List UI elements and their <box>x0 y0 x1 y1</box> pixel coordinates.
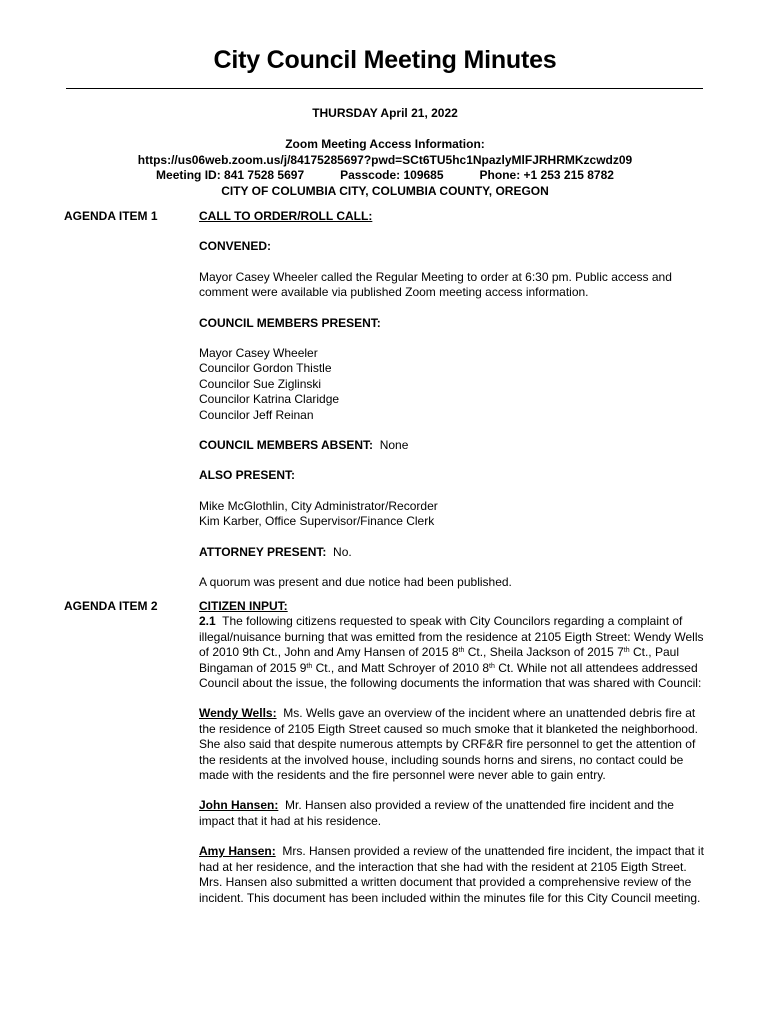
meeting-id: Meeting ID: 841 7528 5697 <box>156 168 305 182</box>
document-title: City Council Meeting Minutes <box>213 46 557 74</box>
member-name: Councilor Katrina Claridge <box>199 392 340 407</box>
quorum-text: A quorum was present and due notice had been published. <box>199 575 512 590</box>
member-name: Councilor Gordon Thistle <box>199 361 332 376</box>
attorney-heading: ATTORNEY PRESENT: <box>199 544 327 559</box>
testimony-text: Mr. Hansen also provided a review of the unattended fire incident and the impact that it had at his residence. <box>199 798 674 828</box>
zoom-heading: Zoom Meeting Access Information: <box>285 137 485 151</box>
attorney-line <box>199 545 711 560</box>
location: CITY OF COLUMBIA CITY, COLUMBIA COUNTY, OREGON <box>221 183 549 198</box>
also-present-list <box>199 499 711 530</box>
absent-line <box>199 438 711 453</box>
intro-text: Ct., and Matt Schroyer of 2010 8 <box>312 660 490 675</box>
convened-heading: CONVENED: <box>199 239 272 254</box>
testimony-amy-hansen <box>199 844 711 906</box>
intro-text: Ct., Sheila Jackson of 2015 7 <box>464 645 624 660</box>
intro-text: Ct., Paul Bingaman of 2015 9 <box>199 645 679 675</box>
speaker-name: John Hansen: <box>199 798 279 813</box>
agenda-item-1-body <box>199 209 711 606</box>
zoom-credentials <box>0 168 770 184</box>
ordinal-suffix: th <box>623 647 630 655</box>
agenda-item-2-body <box>199 599 711 921</box>
member-name: Mayor Casey Wheeler <box>199 346 318 361</box>
ordinal-suffix: th <box>489 662 495 670</box>
title-divider <box>66 88 703 89</box>
speaker-name: Wendy Wells: <box>199 706 277 721</box>
ordinal-suffix: th <box>458 647 465 655</box>
intro-text: The following citizens requested to speak with City Councilors regarding a complaint of illegal/nuisance burning that was emitted from the residence at 2105 Eigth Street: Wendy Wells of 2010 9th Ct., John and Amy Hansen of 2015 8 <box>199 614 704 660</box>
testimony-wendy-wells <box>199 706 711 783</box>
testimony-text: Mrs. Hansen provided a review of the unattended fire incident, the impact that it had at her residence, and the interaction that she had with the resident at 2105 Eigth Street. Mrs. Hansen also submitted a written document that provided a comprehensive review of the incident. This document has been included within the minutes file for this City Council meeting. <box>199 844 704 905</box>
member-name: Councilor Jeff Reinan <box>199 407 314 422</box>
zoom-link[interactable]: https://us06web.zoom.us/j/84175285697?pwd=SCt6TU5hc1NpazlyMlFJRHRMKzcwdz09 <box>137 152 633 167</box>
passcode: Passcode: 109685 <box>340 168 444 182</box>
agenda-item-2-label: AGENDA ITEM 2 <box>64 599 158 613</box>
testimony-john-hansen <box>199 798 711 829</box>
item-2-heading: CITIZEN INPUT: <box>199 599 288 613</box>
attorney-value: No. <box>333 544 352 559</box>
member-name: Councilor Sue Ziglinski <box>199 376 322 391</box>
citizen-input-intro <box>199 614 711 691</box>
also-present-heading: ALSO PRESENT: <box>199 468 296 483</box>
staff-name: Mike McGlothlin, City Administrator/Recorder <box>199 498 438 513</box>
item-1-heading: CALL TO ORDER/ROLL CALL: <box>199 209 373 223</box>
convened-text: Mayor Casey Wheeler called the Regular Meeting to order at 6:30 pm. Public access and comment were available via published Zoom meeting access information. <box>199 269 672 300</box>
ordinal-suffix: th <box>306 662 313 670</box>
agenda-item-1-label: AGENDA ITEM 1 <box>64 209 158 223</box>
absent-heading: COUNCIL MEMBERS ABSENT: <box>199 438 374 453</box>
meeting-date: THURSDAY April 21, 2022 <box>312 106 458 120</box>
zoom-info-block <box>0 137 770 199</box>
absent-value: None <box>379 438 409 453</box>
testimony-text: Ms. Wells gave an overview of the incident where an unattended debris fire at the residence of 2105 Eigth Street caused so much smoke that it blanketed the neighborhood. She also said that despite numerous attempts by CRF&R fire personnel to get the attention of the residents at the involved house, including sounds horns and sirens, no contact could be made with the residents and the fire personnel were never able to gain entry. <box>199 706 698 783</box>
phone-number: Phone: +1 253 215 8782 <box>479 168 614 182</box>
intro-text: Ct. While not all attendees addressed Council about the issue, the following documents the information that was shared with Council: <box>199 660 702 691</box>
speaker-name: Amy Hansen: <box>199 844 276 859</box>
present-members-list <box>199 346 711 423</box>
staff-name: Kim Karber, Office Supervisor/Finance Clerk <box>199 514 435 529</box>
present-heading: COUNCIL MEMBERS PRESENT: <box>199 315 381 330</box>
item-number: 2.1 <box>199 614 216 629</box>
